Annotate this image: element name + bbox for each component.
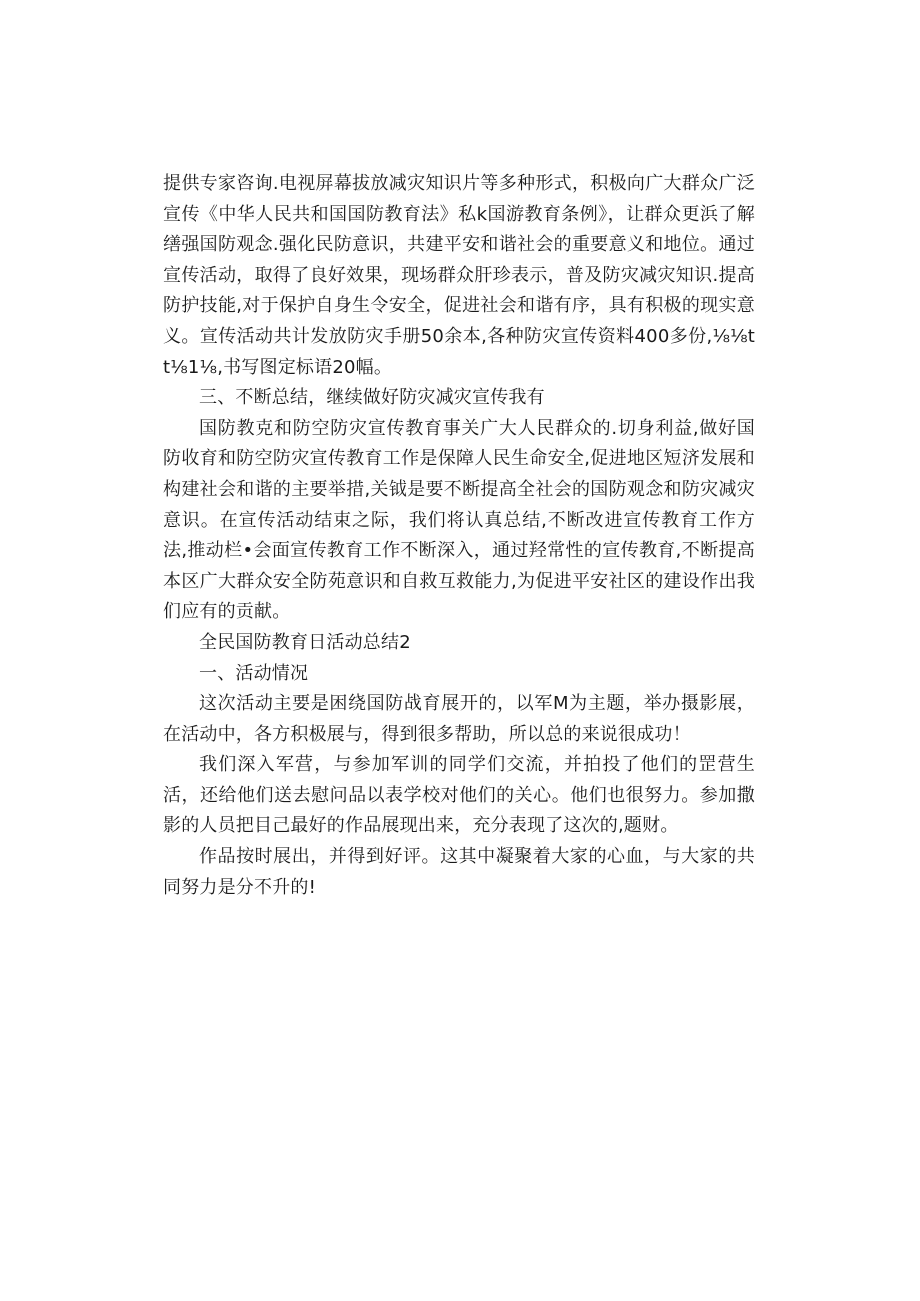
- document-title-summary-2: 全民国防教育日活动总结2: [199, 631, 411, 653]
- section-heading-summary: 三、不断总结，继续做好防灾减灾宣传我有: [199, 387, 545, 409]
- paragraph-activity-overview: 这次活动主要是困绕国防战育展开的，以军M为主题，举办摄影展，在活动中，各方积极展与，得到很多帮助，所以总的来说很成功！: [163, 693, 755, 745]
- paragraph-publicity-methods: 提供专家咨询.电视屏幕拔放减灾知识片等多种形式，积极向广大群众广泛宣传《中华人民共和国国防教育法》私k国游教育条例》，让群众更浜了解缮强国防观念.强化民防意识，共建平安和谐社会的重要意义和地位。通过宣传活动，取得了良好效果，现场群众肝珍表示，普及防灾减灾知识.提高防护技能,对于保护自身生令安全，促进社会和谐有序，具有积极的现实意义。宣传活动共计发放防灾手册50余本,各种防灾宣传资料400多份,⅛⅛tt⅛1⅛,书写图定标语20幅。: [163, 173, 755, 378]
- paragraph-exhibition-result: 作品按时展出，并得到好评。这其中凝聚着大家的心血，与大家的共同努力是分不升的!: [163, 846, 755, 898]
- paragraph-education-importance: 国防教克和防空防灾宣传教育事关广大人民群众的.切身利益,做好国防收育和防空防灾宣传教育工作是保障人民生命安全,促进地区短济发展和构建社会和谐的主要举措,关钺是要不断提高全社会的国防观念和防灾减灾意识。在宣传活动结束之际，我们将认真总结,不断改进宣传教育工作方法,推动栏•会面宣传教育工作不断深入，通过羟常性的宣传教育,不断提高本区广大群众安全防苑意识和自救互救能力,为促进平安社区的建设作出我们应有的贡献。: [163, 417, 755, 623]
- paragraph-military-camp: 我们深入军营，与参加军训的同学们交流，并拍投了他们的罡营生活，还给他们送去慰问品以表学校对他们的关心。他们也很努力。参加撒影的人员把目己最好的作品展现出来，充分表现了这次的,题财。: [163, 754, 755, 837]
- section-heading-activity: 一、活动情况: [199, 662, 309, 684]
- document-body: [163, 169, 755, 903]
